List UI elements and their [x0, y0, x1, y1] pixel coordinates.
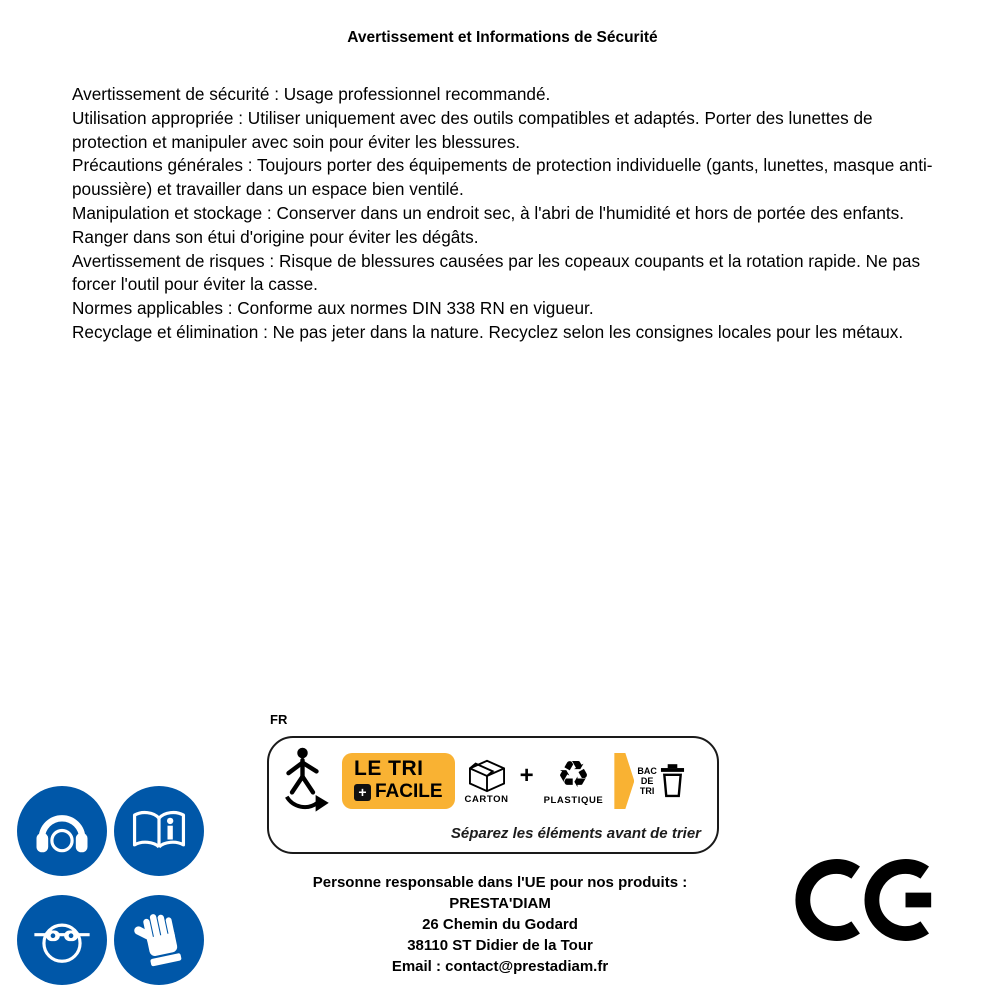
- safety-paragraph: Précautions générales : Toujours porter des équipements de protection individuelle (gants, lunettes, masque anti-poussière) et travailler dans un espace bien ventilé.: [72, 155, 933, 200]
- triman-logo-icon: [279, 746, 333, 816]
- banner-top-row: [269, 738, 717, 820]
- read-manual-icon: [114, 786, 204, 876]
- sorting-tagline: Séparez les éléments avant de trier: [450, 824, 701, 842]
- plastique-group: [543, 753, 604, 806]
- safety-text-block: [72, 83, 938, 345]
- bac-de-tri-group: [614, 753, 685, 809]
- recycling-sorting-banner: [267, 736, 719, 854]
- mandatory-pictogram-grid: [17, 786, 207, 985]
- city-address: 38110 ST Didier de la Tour: [407, 937, 593, 954]
- carton-label: CARTON: [464, 794, 509, 805]
- plus-icon: +: [354, 784, 371, 801]
- ear-protection-icon: [17, 786, 107, 876]
- safety-paragraph: Avertissement de sécurité : Usage professionnel recommandé.: [72, 84, 551, 104]
- carton-box-icon: [464, 757, 510, 793]
- responsible-person-block: [250, 872, 750, 977]
- safety-paragraph: Manipulation et stockage : Conserver dans un endroit sec, à l'abri de l'humidité et hors de portée des enfants. Ranger dans son étui d'origine pour éviter les dégâts.: [72, 202, 905, 247]
- de-word: DE: [640, 776, 654, 786]
- safety-paragraph: Avertissement de risques : Risque de blessures causées par les copeaux coupants et la rotation rapide. Ne pas forcer l'outil pour éviter la casse.: [72, 250, 921, 295]
- bac-de-tri-label: [637, 766, 657, 796]
- ce-marking-logo: [795, 848, 943, 952]
- le-tri-label: LE TRI: [354, 757, 424, 780]
- trash-bin-icon: [660, 764, 685, 799]
- responsible-intro: Personne responsable dans l'UE pour nos produits :: [312, 874, 688, 891]
- facile-row: [354, 782, 443, 802]
- plus-separator: +: [519, 762, 534, 789]
- tri-word: TRI: [639, 786, 655, 796]
- safety-paragraph: Utilisation appropriée : Utiliser uniquement avec des outils compatibles et adaptés. Porter des lunettes de protection et manipuler avec soin pour éviter les blessures.: [72, 107, 873, 152]
- yellow-arrow-icon: [614, 753, 634, 809]
- hand-protection-icon: [114, 895, 204, 985]
- country-code-label: FR: [270, 712, 288, 727]
- street-address: 26 Chemin du Godard: [422, 916, 578, 933]
- bac-word: BAC: [637, 766, 657, 776]
- page-title: Avertissement et Informations de Sécurité: [347, 29, 658, 46]
- safety-paragraph: Recyclage et élimination : Ne pas jeter dans la nature. Recyclez selon les consignes locales pour les métaux.: [72, 321, 904, 342]
- facile-label: FACILE: [375, 781, 443, 803]
- safety-paragraph: Normes applicables : Conforme aux normes DIN 338 RN en vigueur.: [72, 298, 594, 319]
- eye-protection-icon: [17, 895, 107, 985]
- plastique-label: PLASTIQUE: [543, 795, 604, 806]
- recycle-icon: ♻: [556, 753, 591, 796]
- le-tri-facile-badge: [342, 753, 455, 809]
- company-name: PRESTA'DIAM: [449, 895, 551, 912]
- contact-email: Email : contact@prestadiam.fr: [391, 958, 609, 975]
- carton-group: [464, 757, 510, 805]
